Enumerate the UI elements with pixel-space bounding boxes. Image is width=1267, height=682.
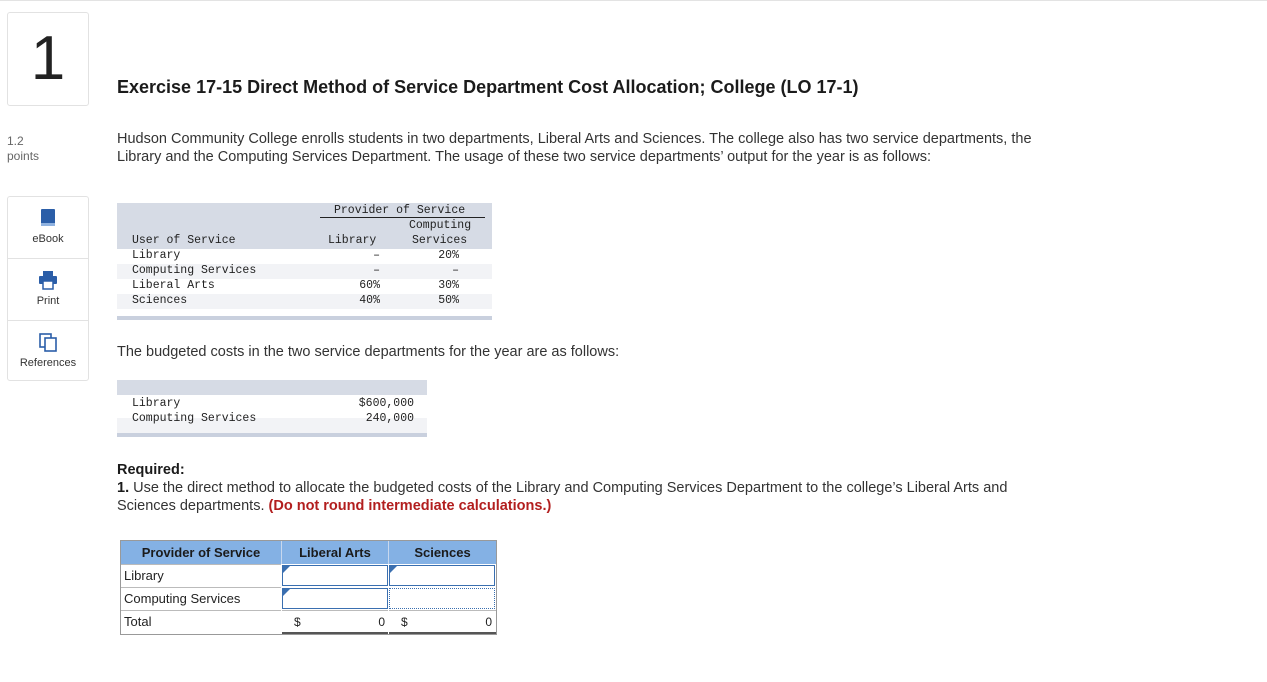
references-button[interactable]: [8, 321, 88, 382]
usage-row-library: –: [373, 264, 380, 277]
required-note: (Do not round intermediate calculations.): [268, 498, 552, 514]
budget-row-value: $600,000: [358, 397, 414, 410]
usage-row-label: Liberal Arts: [132, 279, 215, 292]
ebook-label: eBook: [32, 233, 64, 245]
points-display: [7, 134, 39, 164]
usage-row-library: –: [373, 249, 380, 262]
budget-row-label: Computing Services: [132, 412, 257, 425]
computing-liberal-arts-input[interactable]: [282, 588, 388, 609]
printer-icon: [38, 270, 58, 290]
computing-header-line1: Computing: [409, 219, 472, 232]
computing-sciences-input[interactable]: [389, 588, 495, 609]
usage-row-label: Library: [132, 249, 181, 262]
user-of-service-header: User of Service: [132, 234, 236, 247]
total-currency: $: [401, 615, 408, 629]
answer-row-label-computing: Computing Services: [121, 587, 281, 609]
budget-row-value: 240,000: [365, 412, 414, 425]
answer-row-label-library: Library: [121, 564, 281, 586]
library-liberal-arts-input[interactable]: [282, 565, 388, 586]
print-label: Print: [36, 295, 60, 307]
total-sciences-cell: [389, 610, 496, 634]
input-flag-icon: [283, 566, 290, 573]
budget-table-bottom-bar: [117, 433, 427, 437]
answer-table: [120, 540, 497, 635]
required-section: [117, 461, 1057, 515]
group-header-underline: [320, 217, 485, 218]
total-liberal-arts-cell: [282, 610, 388, 634]
usage-row-computing: 50%: [438, 294, 459, 307]
references-label: References: [19, 357, 77, 369]
exercise-title: Exercise 17-15 Direct Method of Service Department Cost Allocation; College (LO 17-1): [117, 77, 859, 97]
top-divider: [0, 0, 1267, 1]
answer-header-liberal-arts: Liberal Arts: [282, 541, 389, 564]
usage-table: [117, 203, 492, 321]
usage-row-computing: 30%: [438, 279, 459, 292]
answer-header-sciences: Sciences: [389, 541, 496, 564]
points-label: points: [7, 149, 40, 163]
intro-paragraph: Hudson Community College enrolls students in two departments, Liberal Arts and Sciences. The college also has two service departments, the Library and the Computing Services Department. The usage of these two service departments’ output for the year is as follows:: [117, 131, 1032, 165]
book-icon: [38, 208, 58, 228]
library-sciences-input[interactable]: [389, 565, 495, 586]
required-item-number: 1.: [117, 480, 130, 496]
print-button[interactable]: [8, 259, 88, 321]
answer-header-provider: Provider of Service: [121, 541, 282, 564]
tools-panel: [7, 196, 89, 381]
usage-row-label: Sciences: [132, 294, 188, 307]
usage-row-computing: 20%: [438, 249, 459, 262]
budget-table: [117, 380, 427, 438]
required-heading: Required:: [117, 462, 185, 478]
total-sciences-value: 0: [485, 615, 492, 629]
question-number: 1: [7, 12, 89, 106]
usage-table-bottom-bar: [117, 316, 492, 320]
total-liberal-arts-value: 0: [378, 615, 385, 629]
ebook-button[interactable]: [8, 197, 88, 259]
points-value: 1.2: [7, 134, 24, 148]
input-flag-icon: [390, 566, 397, 573]
usage-row-computing: –: [452, 264, 459, 277]
library-header: Library: [328, 234, 377, 247]
required-text: Use the direct method to allocate the budgeted costs of the Library and Computing Services Department to the college’s Liberal Arts and Sciences departments.: [117, 480, 1008, 514]
budget-table-header-band: [117, 380, 427, 395]
computing-header-line2: Services: [412, 234, 468, 247]
provider-of-service-header: Provider of Service: [334, 204, 466, 217]
budget-intro: The budgeted costs in the two service departments for the year are as follows:: [117, 344, 620, 360]
usage-row-library: 60%: [359, 279, 380, 292]
usage-row-library: 40%: [359, 294, 380, 307]
total-currency: $: [294, 615, 301, 629]
usage-row-label: Computing Services: [132, 264, 257, 277]
answer-row-label-total: Total: [121, 610, 281, 634]
input-flag-icon: [283, 589, 290, 596]
budget-row-label: Library: [132, 397, 181, 410]
references-icon: [38, 332, 58, 352]
